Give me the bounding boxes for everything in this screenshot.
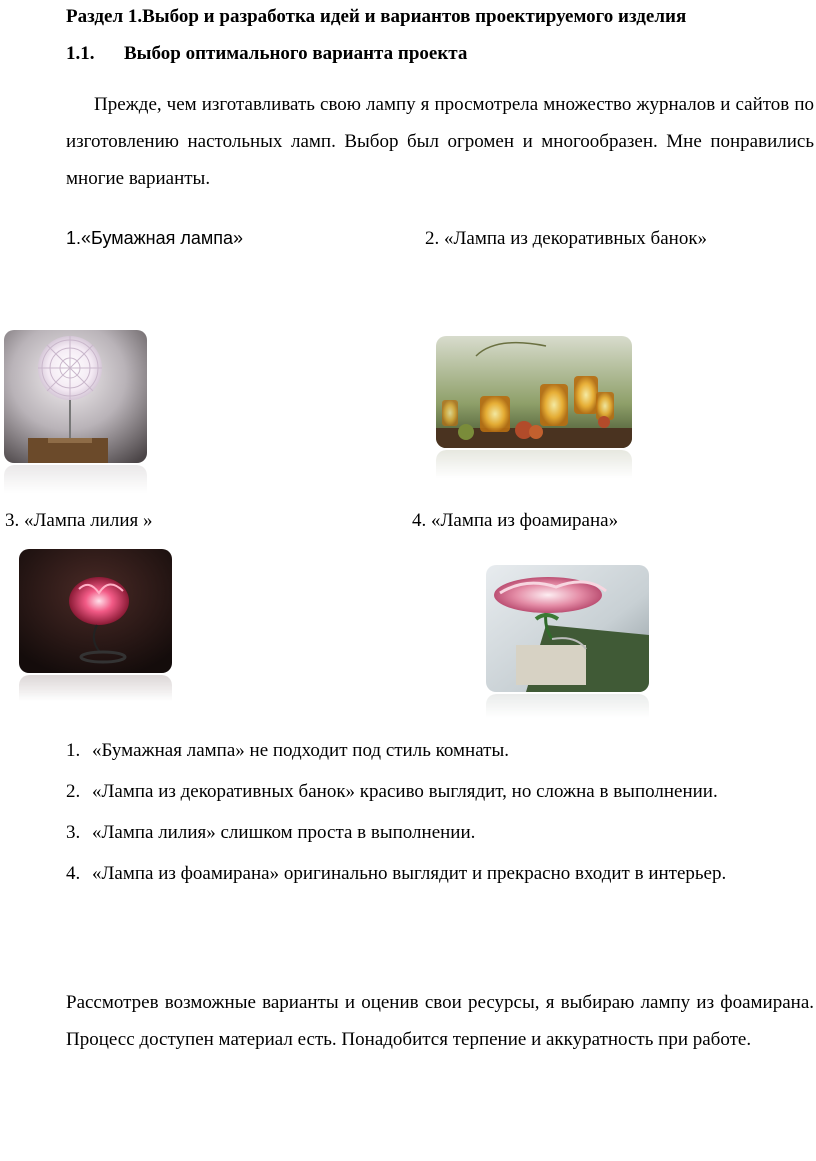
subsection-number: 1.1. — [66, 43, 95, 64]
caption-paper-lamp: 1.«Бумажная лампа» — [66, 228, 244, 248]
conclusion-paragraph: Рассмотрев возможные варианты и оценив свои ресурсы, я выбираю лампу из фоамирана. Процесс доступен материал есть. Понадобится терпение и аккуратность при работе. — [66, 992, 814, 1050]
subsection-title: Выбор оптимального варианта проекта — [124, 43, 468, 64]
paper-lamp-reflection — [4, 465, 147, 505]
foamiran-lamp-photo — [486, 565, 649, 692]
paper-lamp-photo — [4, 330, 147, 463]
caption-lily-lamp: 3. «Лампа лилия » — [5, 510, 153, 531]
jar-lamp-reflection — [436, 450, 632, 490]
subsection-heading — [66, 43, 467, 65]
list-item: 1. «Бумажная лампа» не подходит под стиль комнаты. — [66, 740, 509, 761]
evaluation-list — [66, 732, 814, 896]
caption-foamiran-lamp: 4. «Лампа из фоамирана» — [412, 510, 619, 531]
lily-lamp-photo — [19, 549, 172, 673]
intro-paragraph: Прежде, чем изготавливать свою лампу я просмотрела множество журналов и сайтов по изготовлению настольных ламп. Выбор был огромен и многообразен. Мне понравились многие варианты. — [66, 94, 814, 189]
lily-lamp-reflection — [19, 675, 172, 713]
list-item: 3. «Лампа лилия» слишком проста в выполнении. — [66, 822, 476, 843]
list-item: 2. «Лампа из декоративных банок» красиво выглядит, но сложна в выполнении. — [66, 781, 718, 802]
section-title: Раздел 1.Выбор и разработка идей и вариантов проектируемого изделия — [66, 6, 687, 27]
foamiran-lamp-reflection — [486, 694, 649, 728]
list-item: 4. «Лампа из фоамирана» оригинально выглядит и прекрасно входит в интерьер. — [66, 863, 727, 884]
caption-jar-lamp: 2. «Лампа из декоративных банок» — [425, 228, 708, 249]
jar-lamp-photo — [436, 336, 632, 448]
